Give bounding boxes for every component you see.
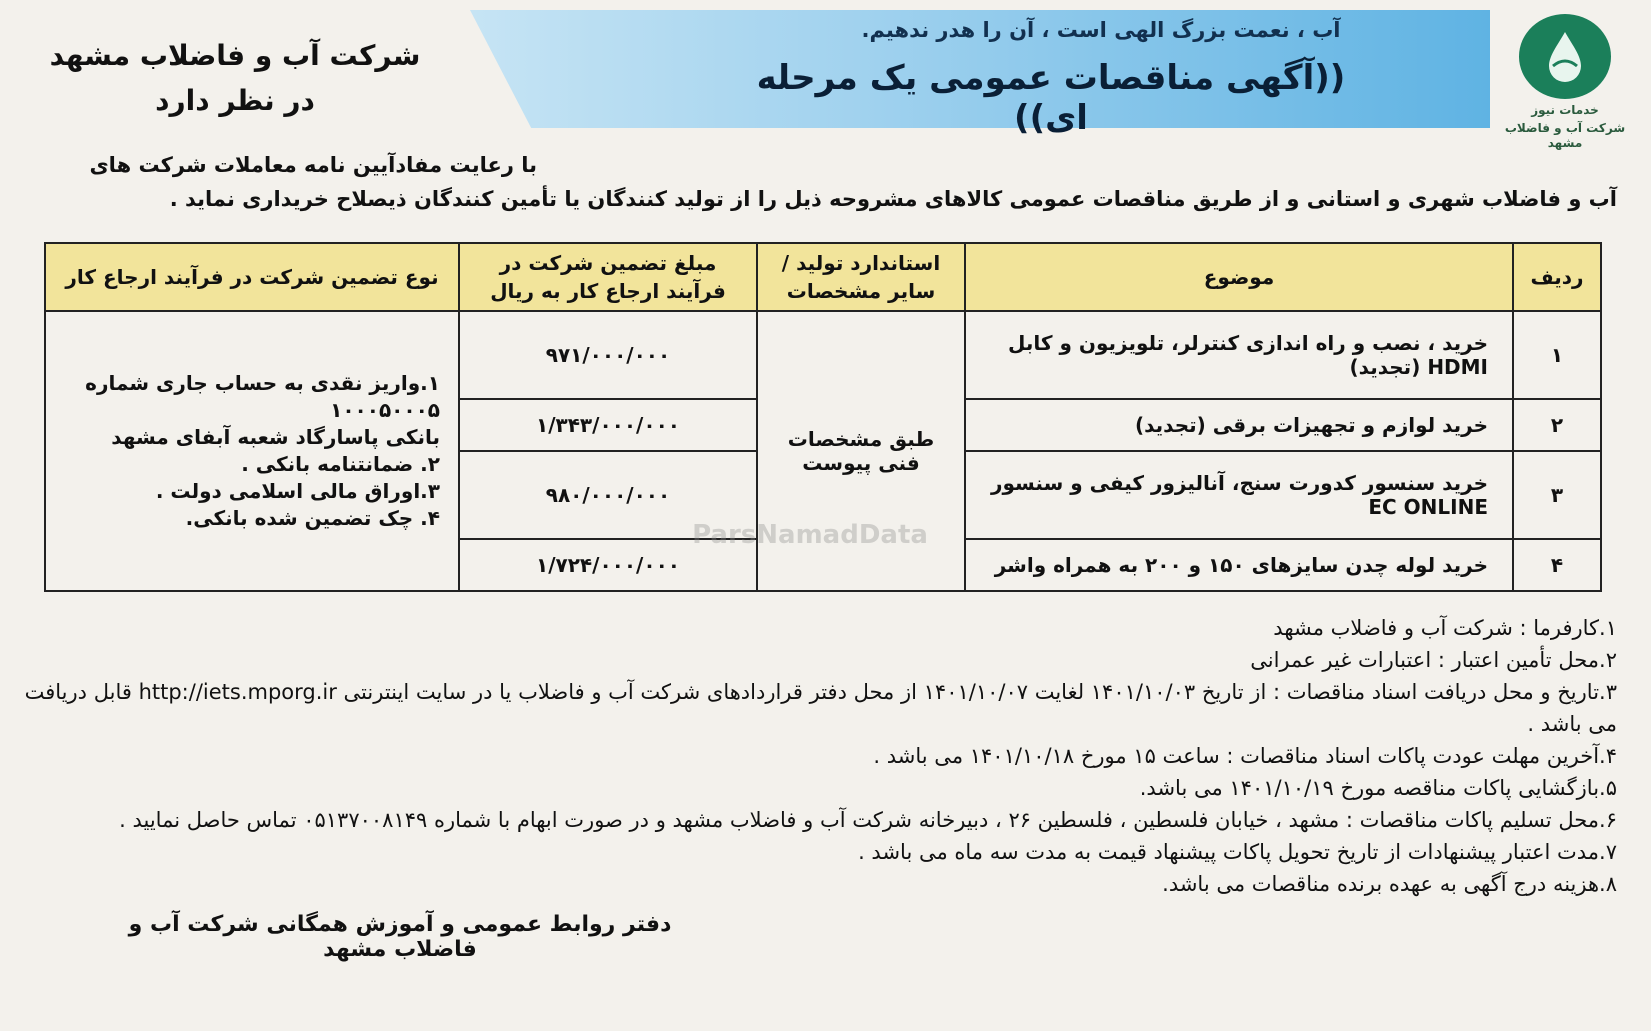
row-number: ۱: [1513, 311, 1601, 399]
row-subject: خرید سنسور کدورت سنج، آنالیزور کیفی و سنسور EC ONLINE: [965, 451, 1513, 539]
table-row: [45, 311, 1601, 399]
row-number: ۳: [1513, 451, 1601, 539]
row-amount: ۹۸۰/۰۰۰/۰۰۰: [459, 451, 757, 539]
guarantee-line: ۲. ضمانتنامه بانکی .: [241, 452, 440, 476]
col-header-amount: مبلغ تضمین شرکت در فرآیند ارجاع کار به ریال: [459, 243, 757, 311]
term-item: ۷.مدت اعتبار پیشنهادات از تاریخ تحویل پاکات پیشنهاد قیمت به مدت سه ماه می باشد .: [858, 840, 1617, 864]
notice-title: ((آگهی مناقصات عمومی یک مرحله ای)): [756, 58, 1346, 138]
term-item: ۶.محل تسلیم پاکات مناقصات : مشهد ، خیابان فلسطین ، فلسطین ۲۶ ، دبیرخانه شرکت آب و فاضلاب مشهد و در صورت ابهام با شماره ۰۵۱۳۷۰۰۸۱۴۹ تماس حاصل نمایید .: [119, 808, 1617, 832]
intro-line-1: با رعایت مفادآیین نامه معاملات شرکت های: [89, 153, 537, 177]
guarantee-line: ۴. چک تضمین شده بانکی.: [185, 506, 440, 530]
intro-line-2: آب و فاضلاب شهری و استانی و از طریق مناقصات عمومی کالاهای مشروحه ذیل را از تولید کنندگان یا تأمین کنندگان ذیصلاح خریداری نماید .: [169, 187, 1617, 211]
term-item: ۲.محل تأمین اعتبار : اعتبارات غیر عمرانی: [1250, 648, 1617, 672]
term-item: ۱.کارفرما : شرکت آب و فاضلاب مشهد: [1273, 616, 1617, 640]
intro-paragraph: [27, 148, 1617, 216]
table-header-row: [45, 243, 1601, 311]
col-header-standard: استاندارد تولید / سایر مشخصات: [757, 243, 965, 311]
footer-signature: دفتر روابط عمومی و آموزش همگانی شرکت آب و فاضلاب مشهد: [128, 912, 672, 962]
row-amount: ۱/۳۴۳/۰۰۰/۰۰۰: [459, 399, 757, 451]
row-subject: خرید ، نصب و راه اندازی کنترلر، تلویزیون و کابل HDMI (تجدید): [965, 311, 1513, 399]
standard-cell: طبق مشخصات فنی پیوست: [757, 311, 965, 591]
row-amount: ۹۷۱/۰۰۰/۰۰۰: [459, 311, 757, 399]
slogan-text: آب ، نعمت بزرگ الهی است ، آن را هدر ندهیم.: [861, 18, 1341, 42]
col-header-guarantee: نوع تضمین شرکت در فرآیند ارجاع کار: [45, 243, 459, 311]
logo-caption-1: خدمات نیوز: [1531, 102, 1599, 117]
watermark: ParsNamadData: [692, 520, 928, 550]
logo-caption-2: شرکت آب و فاضلاب مشهد: [1504, 121, 1626, 150]
row-subject: خرید لوله چدن سایزهای ۱۵۰ و ۲۰۰ به همراه واشر: [965, 539, 1513, 591]
guarantee-line: بانکی پاسارگاد شعبه آبفای مشهد: [111, 425, 440, 449]
row-number: ۴: [1513, 539, 1601, 591]
company-name: شرکت آب و فاضلاب مشهد: [49, 39, 421, 72]
term-item: ۳.تاریخ و محل دریافت اسناد مناقصات : از تاریخ ۱۴۰۱/۱۰/۰۳ لغایت ۱۴۰۱/۱۰/۰۷ از محل دفتر قراردادهای شرکت آب و فاضلاب یا در سایت اینترنتی http://iets.mporg.ir قابل دریافت می باشد .: [24, 680, 1617, 736]
row-subject: خرید لوازم و تجهیزات برقی (تجدید): [965, 399, 1513, 451]
water-drop-icon: [1519, 14, 1611, 99]
term-item: ۵.بازگشایی پاکات مناقصه مورخ ۱۴۰۱/۱۰/۱۹ می باشد.: [1139, 776, 1617, 800]
term-item: ۸.هزینه درج آگهی به عهده برنده مناقصات می باشد.: [1162, 872, 1617, 896]
row-amount: ۱/۷۲۴/۰۰۰/۰۰۰: [459, 539, 757, 591]
terms-list: [17, 612, 1617, 900]
col-header-row: ردیف: [1513, 243, 1601, 311]
intent-text: در نظر دارد: [155, 83, 315, 117]
guarantee-cell: [45, 311, 459, 591]
col-header-subject: موضوع: [965, 243, 1513, 311]
term-item: ۴.آخرین مهلت عودت پاکات اسناد مناقصات : ساعت ۱۵ مورخ ۱۴۰۱/۱۰/۱۸ می باشد .: [873, 744, 1617, 768]
company-logo: [1501, 14, 1629, 150]
guarantee-line: ۳.اوراق مالی اسلامی دولت .: [155, 479, 440, 503]
guarantee-line: ۱.واریز نقدی به حساب جاری شماره ۱۰۰۰۵۰۰۰۵: [85, 371, 440, 422]
row-number: ۲: [1513, 399, 1601, 451]
company-header: [40, 34, 430, 124]
